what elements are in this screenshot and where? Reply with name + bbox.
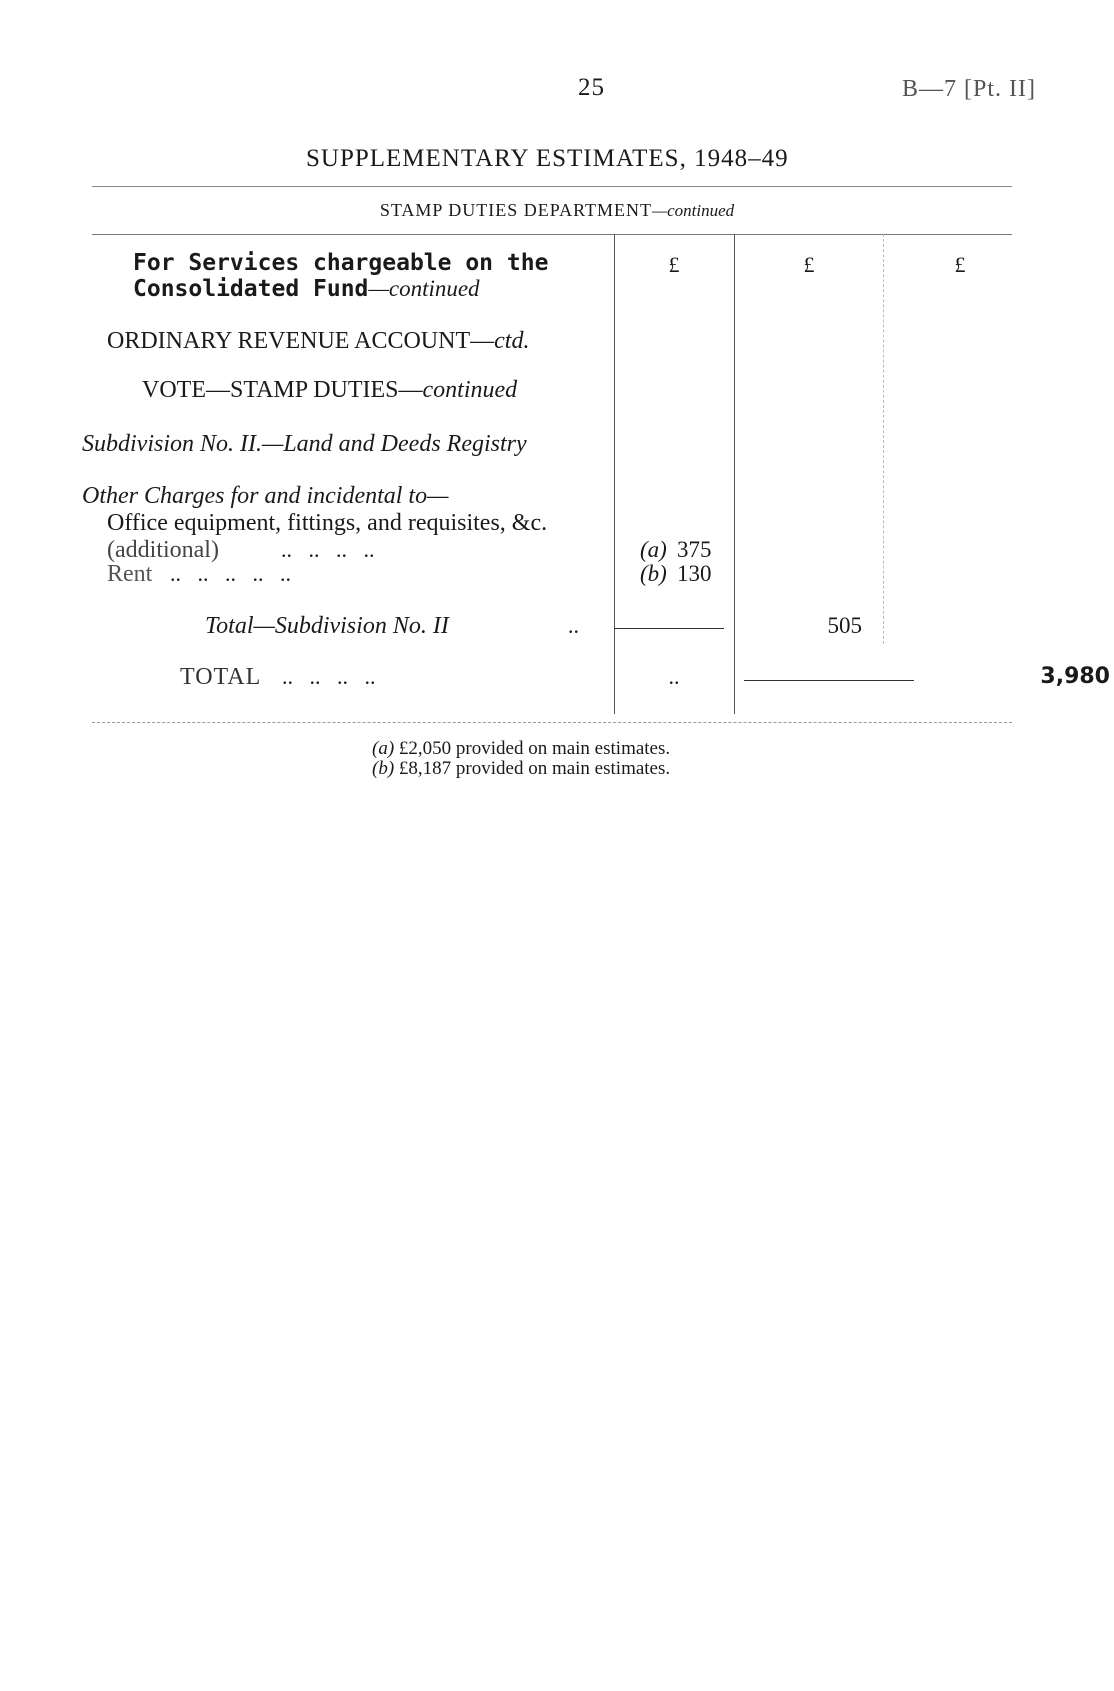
subtotal-rule <box>614 628 724 629</box>
title-rule <box>92 186 1012 187</box>
item-rent: Rent <box>107 561 153 587</box>
currency-header-3: £ <box>954 252 966 277</box>
item-office-equipment-note: (a) <box>640 537 667 562</box>
department-name: STAMP DUTIES DEPARTMENT <box>379 200 652 220</box>
services-heading-fund: Consolidated Fund <box>133 276 369 302</box>
column-divider-1 <box>614 234 615 714</box>
vote-heading-suffix: continued <box>422 377 518 403</box>
subdivision-heading: Subdivision No. II.—Land and Deeds Registry <box>82 431 527 457</box>
footnote-a-text: £2,050 provided on main estimates. <box>398 738 671 759</box>
column-divider-3 <box>883 234 884 644</box>
item-rent-leader: .. .. .. .. .. <box>170 561 291 586</box>
footnote-a-mark: (a) <box>372 738 395 759</box>
document-reference: B—7 [Pt. II] <box>902 76 1036 102</box>
item-office-equipment-leader: .. .. .. .. <box>281 537 375 562</box>
total-rule <box>744 680 914 681</box>
account-heading-text: ORDINARY REVENUE ACCOUNT— <box>107 328 495 354</box>
subtotal-amount: 505 <box>827 613 862 638</box>
vote-heading-text: VOTE—STAMP DUTIES— <box>142 377 423 403</box>
page-title: SUPPLEMENTARY ESTIMATES, 1948–49 <box>306 145 789 172</box>
services-heading-suffix: —continued <box>368 276 480 301</box>
item-rent-amount: 130 <box>677 561 712 586</box>
item-office-equipment-amount: 375 <box>677 537 712 562</box>
table-top-rule <box>92 234 1012 235</box>
footnote-b-mark: (b) <box>372 758 395 779</box>
other-charges-label: Other Charges for and incidental to— <box>82 483 449 509</box>
footnote-a <box>372 738 670 760</box>
total-label: TOTAL <box>180 664 262 690</box>
table-bottom-rule <box>92 722 1012 723</box>
total-amount: 3,980 <box>1040 664 1110 689</box>
column-divider-2 <box>734 234 735 714</box>
subtotal-leader: .. <box>568 613 579 638</box>
footnote-b-text: £8,187 provided on main estimates. <box>398 758 671 779</box>
item-office-equipment-additional: (additional) <box>107 537 219 563</box>
currency-header-1: £ <box>668 252 680 277</box>
services-heading-line1: For Services chargeable on the <box>133 250 549 276</box>
page-number: 25 <box>578 74 605 101</box>
department-suffix: —continued <box>652 201 735 220</box>
vote-heading <box>142 377 517 404</box>
currency-header-2: £ <box>803 252 815 277</box>
footnote-b <box>372 758 670 780</box>
total-col1-dots: .. <box>668 664 680 689</box>
services-heading-line2 <box>133 276 480 302</box>
account-heading <box>107 328 529 355</box>
item-rent-note: (b) <box>640 561 667 586</box>
account-heading-suffix: ctd. <box>494 328 530 354</box>
department-heading <box>0 200 1114 221</box>
total-leader: .. .. .. .. <box>282 664 376 689</box>
subtotal-label: Total—Subdivision No. II <box>205 613 449 639</box>
item-office-equipment: Office equipment, fittings, and requisites, &c. <box>107 510 548 536</box>
